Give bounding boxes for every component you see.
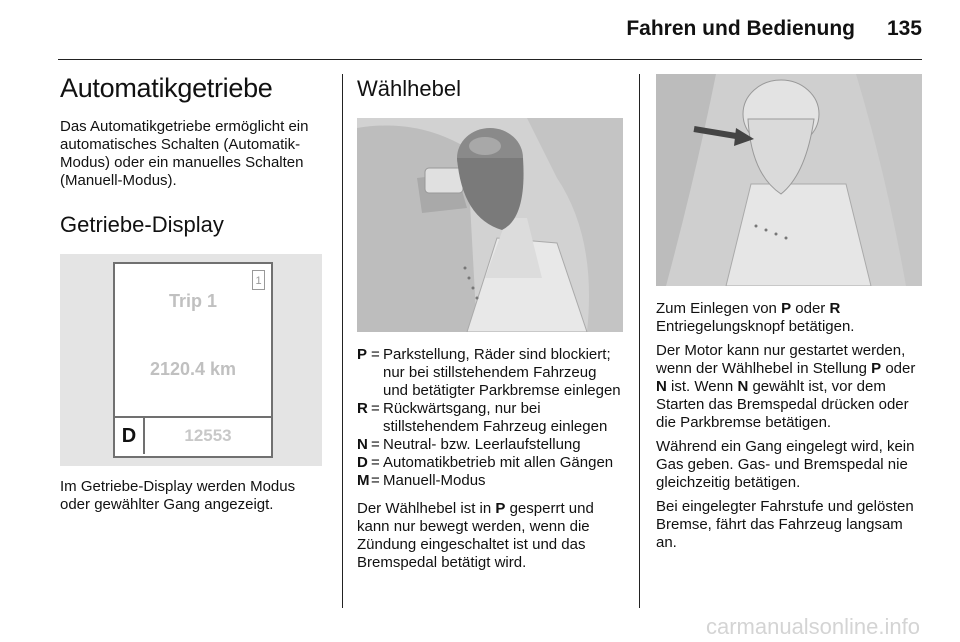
col3-paragraph-2: Der Motor kann nur gestartet werden, wenn der Wählhebel in Stellung P oder N ist. Wenn N gewählt ist, vor dem Starten das Bremspedal drücken oder die Parkbremse betätigen. [656,342,916,431]
selector-paragraph: Der Wählhebel ist in P gesperrt und kann nur bewegt werden, wenn die Zündung eingeschaltet ist und das Bremspedal betätigt wird. [357,500,594,571]
display-screen [113,262,273,458]
column-divider-2 [639,74,640,608]
release-button-image [656,74,922,286]
legend-desc: Rückwärtsgang, nur bei stillstehendem Fahrzeug einlegen [383,400,608,435]
legend-desc: Automatikbetrieb mit allen Gängen [383,454,614,471]
page-number: 135 [886,17,922,40]
legend-row: R = Rückwärtsgang, nur bei stillstehendem Fahrzeug einlegen [357,400,622,436]
display-distance: 2120.4 km [149,359,237,379]
legend-desc: Manuell-Modus [383,472,486,489]
column-1 [60,62,325,520]
release-button-photo [656,74,922,286]
column-divider-1 [342,74,343,608]
col3-paragraph-3: Während ein Gang eingelegt wird, kein Gas geben. Gas- und Bremspedal nie gleichzeitig betätigen. [656,438,915,491]
gear-legend [357,346,622,490]
watermark: carmanualsonline.info [705,614,920,639]
display-gear-indicator: D [115,418,145,454]
page-header-title: Fahren und Bedienung [626,17,855,40]
chapter-title: Automatikgetriebe [60,73,273,103]
display-gear-row [115,416,271,456]
display-caption: Im Getriebe-Display werden Modus oder gewählter Gang angezeigt. [60,478,296,513]
selector-lever-image [357,118,623,332]
selector-lever-photo [357,118,623,332]
section-title-selector: Wählhebel [357,76,461,101]
legend-key: D [357,454,368,471]
display-odometer: 12553 [184,426,232,445]
legend-desc: Neutral- bzw. Leerlaufstellung [383,436,581,453]
display-badge: 1 [252,270,265,290]
legend-row: D = Automatikbetrieb mit allen Gängen [357,454,622,472]
column-2 [357,62,622,578]
legend-key: R [357,400,368,417]
legend-desc: Parkstellung, Räder sind blockiert; nur bei stillstehendem Fahrzeug und betätigter Parkbremse einlegen [383,346,621,399]
col3-paragraph-1: Zum Einlegen von P oder R Entriegelungsknopf betätigen. [656,300,855,335]
legend-key: P [357,346,368,363]
legend-row: M = Manuell-Modus [357,472,622,490]
intro-paragraph: Das Automatikgetriebe ermöglicht ein automatisches Schalten (Automatik-Modus) oder ein manuelles Schalten (Manuell-Modus). [60,118,309,189]
gearbox-display-illustration [60,254,322,466]
column-3 [656,62,922,558]
col3-paragraph-4: Bei eingelegter Fahrstufe und gelösten Bremse, fährt das Fahrzeug langsam an. [656,498,914,551]
header-rule [58,59,922,60]
legend-row: N = Neutral- bzw. Leerlaufstellung [357,436,622,454]
legend-key: N [357,436,368,453]
legend-row: P = Parkstellung, Räder sind blockiert; nur bei stillstehendem Fahrzeug und betätigter Parkbremse einlegen [357,346,621,399]
display-trip-label: Trip 1 [168,291,217,311]
section-title-display: Getriebe-Display [60,212,224,237]
legend-key: M [357,472,370,489]
